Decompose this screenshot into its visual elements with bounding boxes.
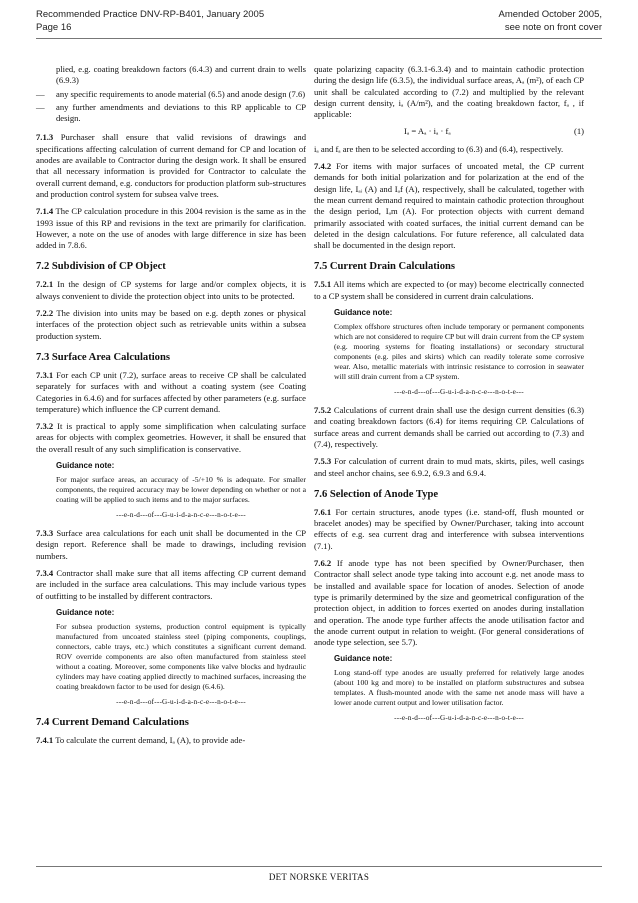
- footer-publisher: DET NORSKE VERITAS: [268, 872, 370, 882]
- guidance-note: [334, 308, 584, 397]
- paragraph-7-3-4: 7.3.4 Contractor shall make sure that all items affecting CP current demand are included in the surface area calculations. This may include various types of outfitting to be installed by different contractors.: [36, 567, 306, 601]
- bullet-item: — any specific requirements to anode material (6.5) and anode design (7.6): [36, 88, 306, 99]
- paragraph-7-5-2: 7.5.2 Calculations of current drain shall use the design current densities (6.3) and coating breakdown factors (6.4) for items requiring CP. Calculations of surface areas and current demands shall be carried out according to (7.3) and (7.4), respectively.: [314, 405, 584, 449]
- paragraph-7-5-1: 7.5.1 All items which are expected to (or may) become electrically connected to a CP system shall be considered in current drain calculations.: [314, 279, 584, 301]
- header-amendment: Amended October 2005,: [498, 9, 602, 20]
- paragraph-7-3-1: 7.3.1 For each CP unit (7.2), surface areas to receive CP shall be calculated separately for surfaces with and without a coating system (see Coating Categories in 6.4.6) and for surfaces affected by other parameters (e.g. surface temperature) which influence the CP current demand.: [36, 369, 306, 414]
- footer-rule: [36, 866, 602, 867]
- section-heading-7-3: 7.3 Surface Area Calculations: [36, 351, 170, 363]
- intro-continuation: plied, e.g. coating breakdown factors (6.4.3) and current drain to wells (6.9.3): [56, 64, 306, 86]
- section-heading-7-2: 7.2 Subdivision of CP Object: [36, 261, 166, 273]
- running-header-left: [36, 8, 264, 34]
- bullet-item: — any further amendments and deviations to this RP applicable to CP design.: [36, 101, 306, 124]
- section-heading-7-4: 7.4 Current Demand Calculations: [36, 716, 189, 728]
- running-header-right: [498, 8, 602, 34]
- paragraph-7-3-3: 7.3.3 Surface area calculations for each unit shall be documented in the CP design report. Reference shall be made to drawings, including revision numbers.: [36, 528, 306, 561]
- paragraph-7-4-1-continuation: quate polarizing capacity (6.3.1-6.3.4) and to maintain cathodic protection during the design life (6.3.5), the individual surface areas, Aₐ (m²), of each CP unit shall be calculated according to (7.2) and multiplied by the relevant design current density, iₐ (A/m²), and the coating breakdown factor, fₐ , if applicable:: [314, 64, 584, 120]
- guidance-body: Complex offshore structures often include temporary or permanent components which are not considered to require CP but will drain current from the CP system (e.g. mooring systems for floating installations) or secondary structural components (e.g. piles and skirts) which can readily tolerate some corrosive wear. Also, metallic materials with intrinsic resistance to corrosion in seawater will still drain current from a CP system.: [334, 322, 584, 382]
- paragraph-7-5-3: 7.5.3 For calculation of current drain to mud mats, skirts, piles, well casings and steel anchor chains, see 6.9.2, 6.9.3 and 6.9.4.: [314, 456, 584, 478]
- guidance-note: [56, 608, 306, 707]
- paragraph-7-1-4: 7.1.4 The CP calculation procedure in this 2004 revision is the same as in the 1993 issue of this RP and revisions in the text are primarily for clarification. However, a note on the use of anodes with large difference in size has been added in 7.8.6.: [36, 206, 306, 251]
- equation-expression: Iₐ = Aₐ · iₐ · fₐ: [404, 126, 451, 137]
- paragraph-7-6-2: 7.6.2 If anode type has not been specified by Owner/Purchaser, then Contractor shall select anode type taking into account e.g. net anode mass to be installed and available space for location of anodes. Selection of anode type is primarily determined by the size and geometrical configuration of the protection object, in addition to forces exerted on anodes during installation and operation. The anode type further affects the anode utilisation factor and the anode current output in relation to weight. (For general considerations of anode type selection, see 5.7).: [314, 558, 584, 648]
- paragraph-7-2-1: 7.2.1 In the design of CP systems for large and/or complex objects, it is always convenient to divide the protection object into units to be protected.: [36, 279, 306, 301]
- guidance-note: [56, 461, 306, 520]
- left-column: [36, 64, 306, 752]
- paragraph-7-2-2: 7.2.2 The division into units may be based on e.g. depth zones or physical interfaces of the protection object such as retrievable units within a subsea production system.: [36, 308, 306, 341]
- section-heading-7-6: 7.6 Selection of Anode Type: [314, 488, 439, 500]
- guidance-title: Guidance note:: [56, 607, 115, 617]
- equation-1: [314, 126, 584, 137]
- guidance-end-marker: ---e-n-d---of---G-u-i-d-a-n-c-e---n-o-t-e---: [394, 714, 524, 723]
- paragraph-7-4-2: 7.4.2 For items with major surfaces of uncoated metal, the CP current demands for both initial polarization and for polarization at the end of the design life, Iₐᵢ (A) and Iₐf (A), respectively, shall be calculated, together with the mean current demand required to maintain cathodic protection throughout the design period, Iₐm (A). For protection objects with current demand primarily associated with coated surfaces, the initial current demand can be deleted in the design calculations. For future reference, all calculated data shall be documented in the design report.: [314, 161, 584, 251]
- paragraph-7-3-2: 7.3.2 It is practical to apply some simplification when calculating surface areas for objects with complex geometries. However, it shall be ensured that the overall result of any such simplification is conservative.: [36, 421, 306, 454]
- section-heading-7-5: 7.5 Current Drain Calculations: [314, 261, 456, 273]
- header-rule: [36, 38, 602, 39]
- header-note: see note on front cover: [504, 22, 602, 33]
- equation-number: (1): [573, 126, 584, 137]
- guidance-title: Guidance note:: [334, 308, 393, 318]
- paragraph-7-6-1: 7.6.1 For certain structures, anode types (i.e. stand-off, flush mounted or bracelet anodes) may be specified by Owner/Purchaser, taking into account effects of e.g. sea current drag and interference with subsea interventions (7.1).: [314, 506, 584, 551]
- paragraph-after-equation: iₐ and fₐ are then to be selected according to (6.3) and (6.4), respectively.: [314, 143, 564, 154]
- header-page-number: Page 16: [36, 22, 72, 33]
- guidance-title: Guidance note:: [56, 461, 115, 471]
- guidance-body: For major surface areas, an accuracy of -5/+10 % is adequate. For smaller components, the required accuracy may be lower depending on whether or not a coating will be applied to such items and to the major surfaces.: [56, 475, 306, 505]
- guidance-body: For subsea production systems, production control equipment is typically manufactured from uncoated stainless steel (piping components, couplings, connectors, cable trays, etc.) which constitutes a significant current demand. ROV override components are also often manufactured from stainless steel without a coating. Moreover, some components like valve blocks and hydraulic cylinders may have coating applied directly to machined surfaces, increasing the coating breakdown factor to be used for design (6.4.6).: [56, 621, 306, 691]
- right-column: [314, 64, 584, 731]
- paragraph-7-4-1: 7.4.1 To calculate the current demand, Iₐ (A), to provide ade-: [36, 734, 246, 745]
- guidance-body: Long stand-off type anodes are usually preferred for relatively large anodes (about 100 kg and more) to be installed on platform substructures and subsea templates. A flush-mounted anode with the same net anode mass will have a lower anode current output and lower utilisation factor.: [334, 668, 584, 708]
- guidance-end-marker: ---e-n-d---of---G-u-i-d-a-n-c-e---n-o-t-e---: [116, 511, 246, 520]
- guidance-end-marker: ---e-n-d---of---G-u-i-d-a-n-c-e---n-o-t-e---: [394, 388, 524, 397]
- paragraph-7-1-3: 7.1.3 Purchaser shall ensure that valid revisions of drawings and specifications affecting calculation of current demand for CP and location of anodes are available to Contractor during the design work. It shall be ensured that all necessary information is provided for Contractor to calculate the overall current demand, e.g. conductors for production platform sub-structures and production control system for subsea valve trees.: [36, 132, 307, 199]
- guidance-end-marker: ---e-n-d---of---G-u-i-d-a-n-c-e---n-o-t-e---: [116, 697, 246, 706]
- guidance-title: Guidance note:: [334, 654, 393, 664]
- guidance-note: [334, 654, 584, 723]
- header-doc-title: Recommended Practice DNV-RP-B401, January 2005: [36, 9, 265, 20]
